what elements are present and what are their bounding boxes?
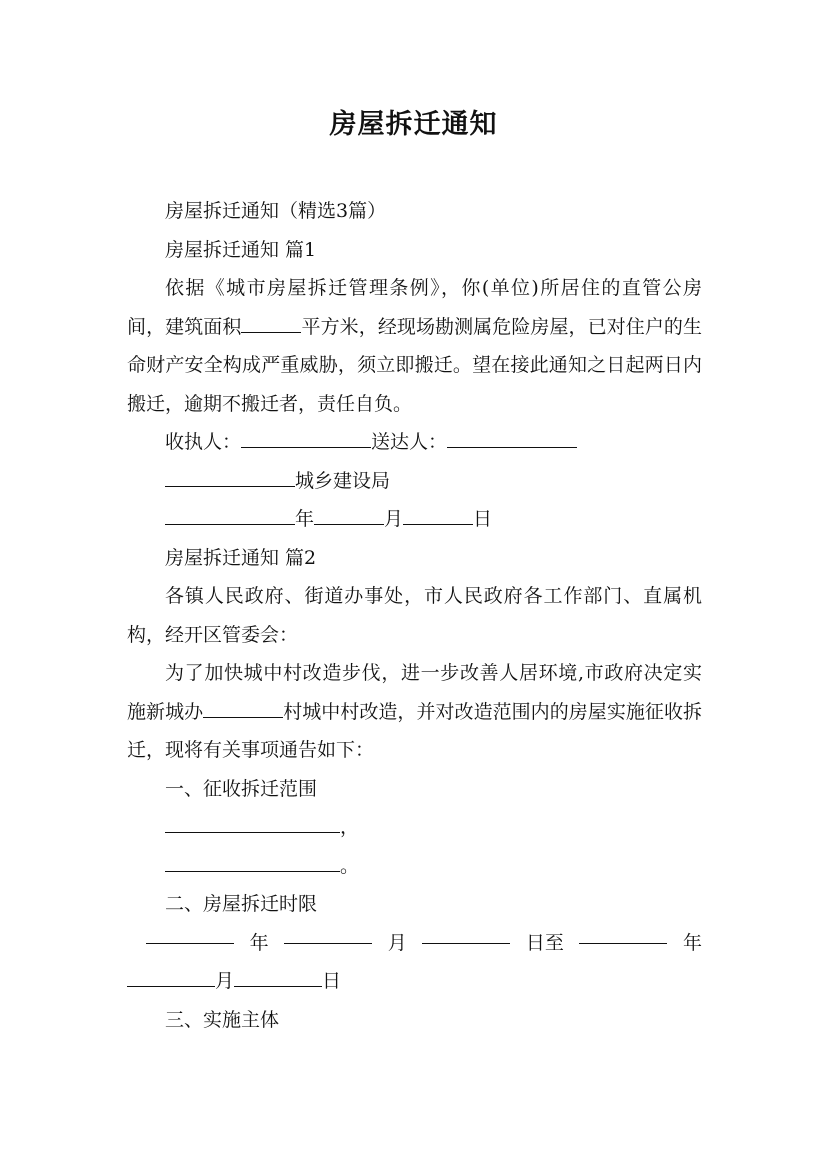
year-blank <box>165 504 295 525</box>
part1-para-a: 依据《城市房屋拆迁管理条例》，你(单位)所居住的直管公房间，建筑面积 <box>127 277 702 338</box>
part2-heading: 房屋拆迁通知 篇2 <box>165 546 317 569</box>
scope-period: 。 <box>340 854 360 877</box>
bureau-label: 城乡建设局 <box>295 469 391 492</box>
start-month-label: 月 <box>387 931 407 954</box>
section1-heading: 一、征收拆迁范围 <box>165 777 318 800</box>
section2-heading: 二、房屋拆迁时限 <box>165 893 318 915</box>
subtitle: 房屋拆迁通知（精选3篇） <box>165 200 387 222</box>
bureau-line <box>127 462 702 501</box>
document-title: 房屋拆迁通知 <box>329 109 498 140</box>
start-day-label: 日至 <box>525 931 564 954</box>
scope-comma: ， <box>340 816 360 838</box>
scope-line-1 <box>127 808 702 847</box>
end-month-blank <box>127 966 215 987</box>
period-line-1 <box>127 924 702 963</box>
part1-heading: 房屋拆迁通知 篇1 <box>165 238 317 261</box>
scope-blank-2 <box>165 851 340 872</box>
receiver-blank <box>241 427 371 448</box>
part1-paragraph <box>127 269 702 423</box>
period-line-2 <box>127 962 702 1001</box>
sender-blank <box>447 427 577 448</box>
document-body <box>127 192 702 1039</box>
scope-line-2 <box>127 847 702 886</box>
end-year-blank <box>579 924 667 945</box>
day-blank <box>403 504 473 525</box>
start-year-label: 年 <box>249 931 269 954</box>
signature-line <box>127 423 702 462</box>
end-year-label: 年 <box>682 931 702 954</box>
village-blank <box>203 697 283 718</box>
month-blank <box>314 504 384 525</box>
part2-para-b: 村城中村改造，并对改造范围内的房屋实施征收拆迁，现将有关事项通告如下： <box>127 700 702 761</box>
day-label: 日 <box>473 508 493 530</box>
section3-heading: 三、实施主体 <box>165 1008 280 1031</box>
start-month-blank <box>284 924 372 945</box>
end-month-label: 月 <box>215 970 235 992</box>
receiver-label: 收执人： <box>165 431 242 453</box>
end-day-blank <box>234 966 322 987</box>
date-line <box>127 500 702 539</box>
year-label: 年 <box>295 508 315 530</box>
part2-para-a: 为了加快城中村改造步伐，进一步改善人居环境,市政府决定实施新城办 <box>127 662 702 723</box>
part2-address: 各镇人民政府、街道办事处，市人民政府各工作部门、直属机构，经开区管委会： <box>127 585 702 646</box>
scope-blank-1 <box>165 812 340 833</box>
part2-paragraph <box>127 654 702 770</box>
part1-para-b: 平方米，经现场勘测属危险房屋，已对住户的生命财产安全构成严重威胁，须立即搬迁。望在接此通知之日起两日内搬迁，逾期不搬迁者，责任自负。 <box>127 315 702 415</box>
sender-label: 送达人： <box>371 431 448 453</box>
start-year-blank <box>146 924 234 945</box>
month-label: 月 <box>384 508 404 530</box>
area-blank <box>241 312 301 333</box>
bureau-blank <box>165 466 295 487</box>
start-day-blank <box>422 924 510 945</box>
end-day-label: 日 <box>322 970 342 992</box>
